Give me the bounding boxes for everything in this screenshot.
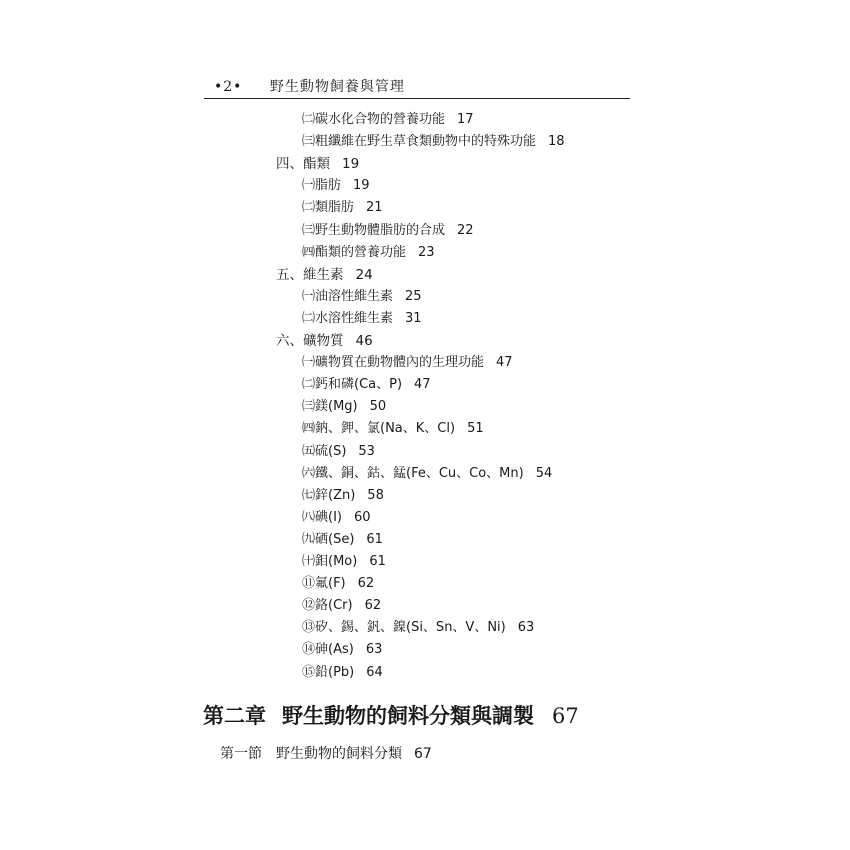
toc-entry-label: ⑬矽、錫、釩、鎳(Si、Sn、V、Ni) bbox=[302, 620, 506, 636]
toc-entry-page: 47 bbox=[496, 355, 513, 371]
toc-entry-page: 53 bbox=[358, 443, 375, 459]
chapter-heading bbox=[203, 700, 579, 730]
toc-entry bbox=[276, 267, 373, 283]
chapter-label: 第二章 bbox=[203, 703, 266, 728]
toc-entry-page: 21 bbox=[366, 200, 383, 216]
toc-entry-label: ㈢粗纖維在野生草食類動物中的特殊功能 bbox=[302, 134, 537, 150]
toc-entry bbox=[302, 112, 474, 128]
toc-entry bbox=[302, 642, 382, 658]
toc-entry-label: ⑪氟(F) bbox=[302, 576, 346, 592]
toc-entry-page: 62 bbox=[357, 576, 375, 592]
toc-entry-label: ㈨硒(Se) bbox=[302, 531, 355, 547]
toc-entry-label: ㈡鈣和磷(Ca、P) bbox=[302, 377, 403, 393]
toc-entry-page: 64 bbox=[366, 664, 383, 680]
toc-entry-label: ㈧碘(I) bbox=[302, 509, 342, 525]
toc-entry bbox=[302, 532, 383, 548]
toc-entry bbox=[302, 598, 381, 614]
toc-entry-label: ㈡類脂肪 bbox=[302, 200, 355, 216]
book-title: 野生動物飼養與管理 bbox=[269, 79, 405, 95]
toc-entry-page: 61 bbox=[366, 531, 383, 547]
toc-entry-label: 五、維生素 bbox=[276, 266, 344, 283]
toc-entry-page: 63 bbox=[365, 642, 383, 658]
toc-entry-label: ⑫鉻(Cr) bbox=[302, 598, 353, 614]
toc-entry bbox=[276, 156, 359, 172]
toc-entry bbox=[302, 665, 383, 681]
toc-entry-page: 60 bbox=[353, 509, 371, 525]
toc-entry bbox=[302, 620, 534, 636]
toc-entry bbox=[302, 510, 371, 526]
toc-entry-label: ㈠脂肪 bbox=[302, 178, 342, 194]
toc-entry-label: ㈡碳水化合物的營養功能 bbox=[302, 112, 446, 127]
toc-entry-label: ㈢鎂(Mg) bbox=[302, 399, 358, 415]
toc-entry-label: 六、礦物質 bbox=[276, 333, 344, 349]
page-number: •2• bbox=[214, 79, 243, 95]
toc-entry bbox=[302, 444, 375, 460]
toc-entry bbox=[302, 488, 384, 504]
section-title: 野生動物的飼料分類 bbox=[276, 746, 402, 762]
toc-entry bbox=[302, 311, 422, 327]
toc-entry bbox=[276, 333, 373, 349]
toc-entry bbox=[302, 466, 552, 482]
toc-entry-page: 23 bbox=[418, 244, 435, 260]
toc-entry-page: 54 bbox=[535, 465, 553, 481]
toc-entry-label: ㈥鐵、銅、鈷、錳(Fe、Cu、Co、Mn) bbox=[302, 465, 524, 481]
toc-entry-page: 63 bbox=[517, 620, 535, 636]
toc-entry bbox=[302, 134, 565, 150]
toc-entry bbox=[302, 421, 484, 437]
section-label: 第一節 bbox=[220, 746, 262, 762]
toc-entry-label: ㈠油溶性維生素 bbox=[302, 288, 394, 304]
toc-entry-label: ㈠礦物質在動物體內的生理功能 bbox=[302, 355, 485, 371]
toc-entry-page: 46 bbox=[355, 333, 373, 349]
toc-entry bbox=[302, 399, 386, 415]
toc-entry-page: 19 bbox=[342, 156, 360, 173]
toc-entry-label: ㈦鋅(Zn) bbox=[302, 487, 356, 503]
chapter-title: 野生動物的飼料分類與調製 bbox=[282, 703, 534, 728]
toc-entry bbox=[302, 355, 513, 371]
toc-entry bbox=[302, 178, 370, 194]
toc-entry-page: 17 bbox=[457, 112, 474, 127]
toc-entry-label: ㈤硫(S) bbox=[302, 443, 347, 459]
toc-entry-label: 四、酯類 bbox=[276, 156, 330, 173]
toc-entry bbox=[302, 576, 374, 592]
toc-entry-label: ㈢野生動物體脂肪的合成 bbox=[302, 222, 446, 238]
toc-entry-label: ⑮鉛(Pb) bbox=[302, 664, 355, 680]
toc-entry-page: 25 bbox=[405, 288, 422, 304]
toc-entry-page: 19 bbox=[353, 178, 370, 194]
toc-entry-page: 24 bbox=[355, 266, 373, 283]
toc-entry-page: 58 bbox=[367, 487, 384, 503]
chapter-page: 67 bbox=[552, 704, 579, 728]
toc-entry bbox=[302, 245, 435, 261]
toc-entry-page: 51 bbox=[467, 421, 484, 437]
section-heading bbox=[220, 743, 432, 763]
toc-entry-label: ㈡水溶性維生素 bbox=[302, 310, 394, 326]
toc-entry-page: 50 bbox=[369, 399, 387, 415]
toc-entry-page: 62 bbox=[364, 598, 382, 614]
toc-entry-label: ㈩鉬(Mo) bbox=[302, 554, 358, 569]
toc-entry-page: 47 bbox=[414, 377, 431, 393]
toc-entry-page: 61 bbox=[369, 554, 386, 569]
toc-entry bbox=[302, 289, 422, 305]
section-page: 67 bbox=[414, 746, 432, 762]
toc-entry-page: 22 bbox=[457, 222, 474, 238]
toc-entry-label: ⑭砷(As) bbox=[302, 642, 354, 658]
toc-entry-page: 31 bbox=[405, 310, 422, 326]
toc-entry-label: ㈣鈉、鉀、氯(Na、K、Cl) bbox=[302, 421, 456, 437]
toc-entry bbox=[302, 200, 383, 216]
toc-entry bbox=[302, 223, 474, 239]
toc-entry-label: ㈣酯類的營養功能 bbox=[302, 244, 407, 260]
toc-entry bbox=[302, 377, 431, 393]
toc-entry-page: 18 bbox=[548, 134, 565, 150]
toc-entry bbox=[302, 554, 386, 570]
